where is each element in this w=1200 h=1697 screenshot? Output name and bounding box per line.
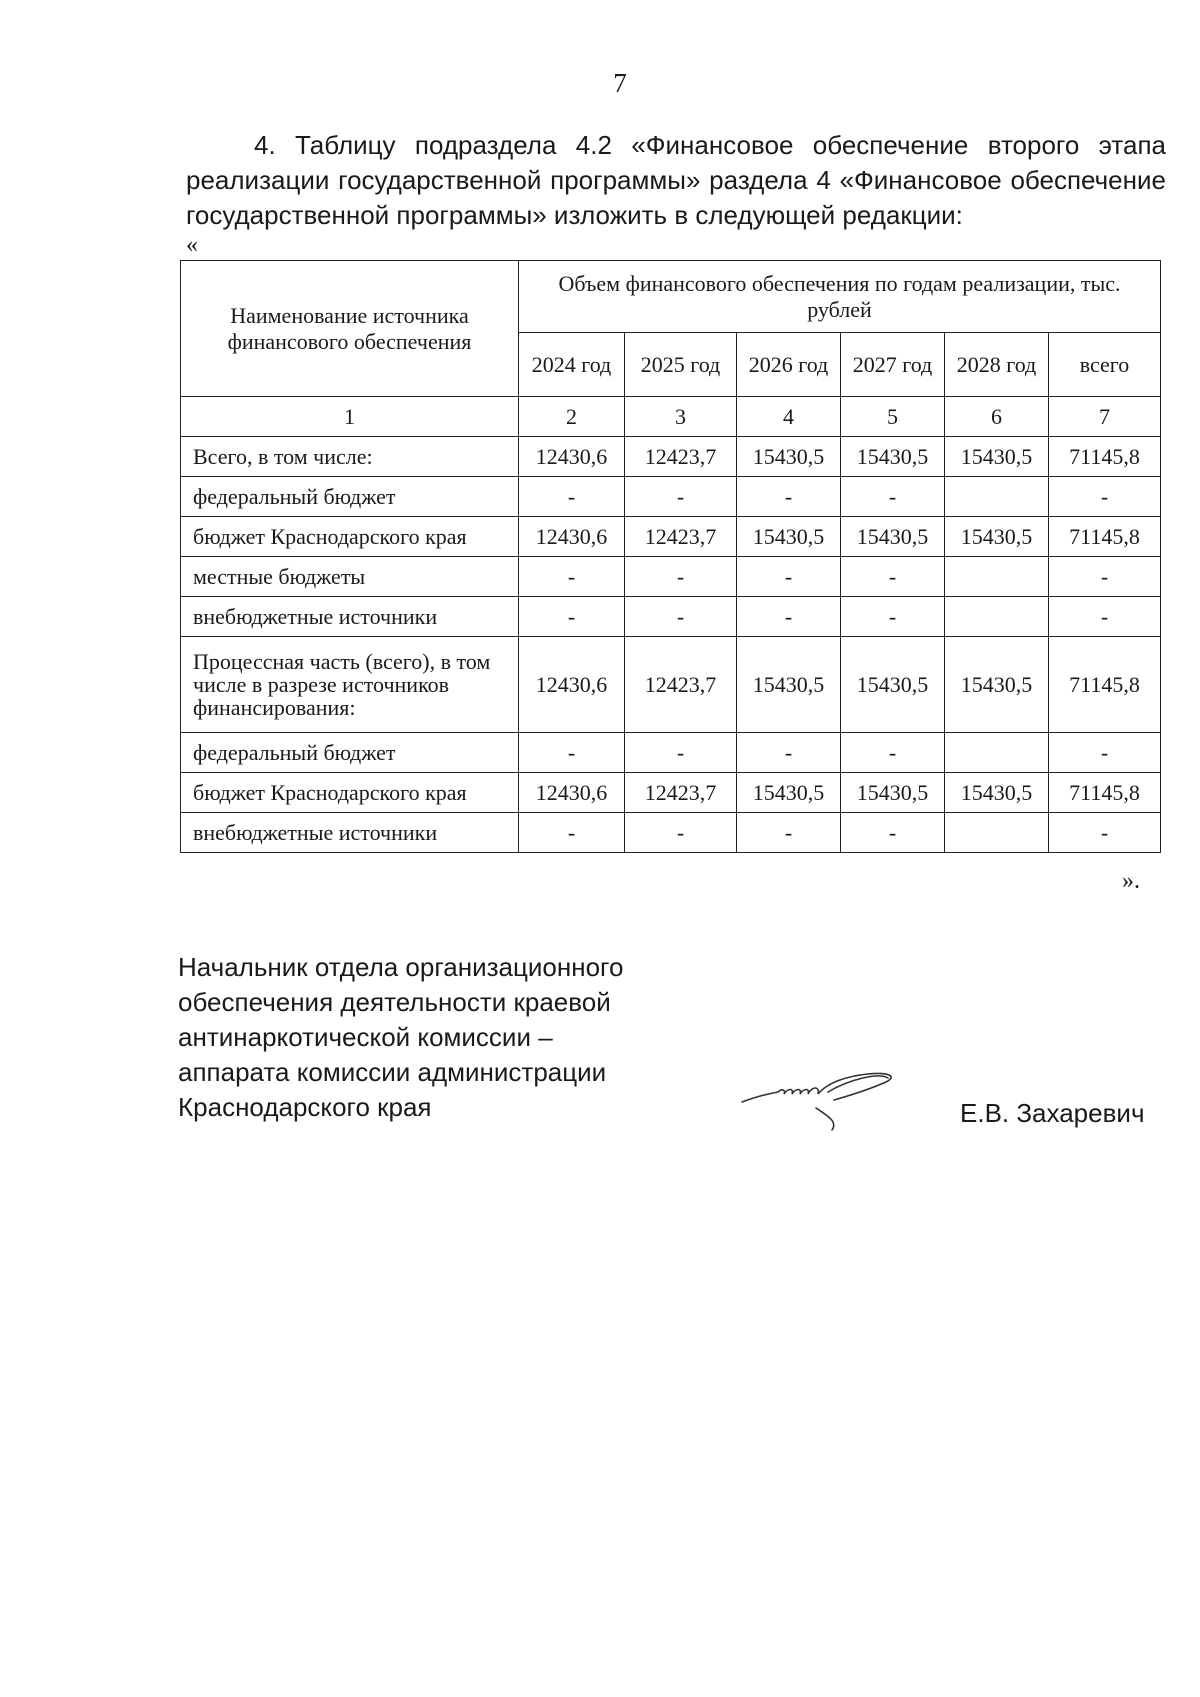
table-row xyxy=(181,637,1161,733)
signer-name: Е.В. Захаревич xyxy=(960,1098,1145,1128)
cell-value: 71145,8 xyxy=(1049,517,1161,557)
cell-value: 12423,7 xyxy=(625,437,737,477)
header-source-name: Наименование источника финансового обеспечения xyxy=(181,261,519,397)
cell-value: - xyxy=(737,597,841,637)
column-number: 4 xyxy=(737,397,841,437)
cell-value: - xyxy=(841,733,945,773)
cell-value: 15430,5 xyxy=(841,437,945,477)
cell-value: 71145,8 xyxy=(1049,637,1161,733)
close-quote: ». xyxy=(1122,868,1140,894)
cell-value: 15430,5 xyxy=(737,517,841,557)
header-total: всего xyxy=(1049,333,1161,397)
cell-value: 15430,5 xyxy=(841,517,945,557)
cell-value: - xyxy=(519,733,625,773)
column-number: 3 xyxy=(625,397,737,437)
row-name: федеральный бюджет xyxy=(181,477,519,517)
column-number: 1 xyxy=(181,397,519,437)
signature-block xyxy=(178,950,738,1125)
cell-value: - xyxy=(625,597,737,637)
cell-value: 15430,5 xyxy=(841,637,945,733)
cell-value: 15430,5 xyxy=(945,517,1049,557)
table-row xyxy=(181,597,1161,637)
cell-value: - xyxy=(625,477,737,517)
column-number: 5 xyxy=(841,397,945,437)
cell-value: - xyxy=(1049,597,1161,637)
cell-value: - xyxy=(1049,733,1161,773)
cell-value: 15430,5 xyxy=(945,773,1049,813)
cell-value: - xyxy=(841,557,945,597)
cell-value: 12430,6 xyxy=(519,637,625,733)
cell-value: 12430,6 xyxy=(519,517,625,557)
cell-value: 12423,7 xyxy=(625,637,737,733)
table-row xyxy=(181,773,1161,813)
cell-value: 12423,7 xyxy=(625,517,737,557)
cell-value: - xyxy=(625,557,737,597)
cell-value: - xyxy=(841,597,945,637)
row-name: Всего, в том числе: xyxy=(181,437,519,477)
position-line: Краснодарского края xyxy=(178,1092,432,1122)
cell-value: - xyxy=(1049,477,1161,517)
cell-value: 15430,5 xyxy=(737,437,841,477)
cell-value: 15430,5 xyxy=(945,437,1049,477)
position-line: обеспечения деятельности краевой xyxy=(178,987,611,1017)
cell-value: - xyxy=(737,557,841,597)
intro-paragraph: 4. Таблицу подраздела 4.2 «Финансовое обеспечение второго этапа реализации государственной программы» раздела 4 «Финансовое обеспечение государственной программы» изложить в следующей редакции: xyxy=(186,130,1166,230)
cell-value: - xyxy=(519,477,625,517)
cell-value: - xyxy=(519,597,625,637)
page-number: 7 xyxy=(613,68,627,98)
table-row xyxy=(181,557,1161,597)
cell-value: - xyxy=(841,477,945,517)
open-quote: « xyxy=(186,232,198,258)
header-year: 2025 год xyxy=(625,333,737,397)
financing-table xyxy=(180,260,1161,853)
header-year: 2028 год xyxy=(945,333,1049,397)
cell-value xyxy=(945,597,1049,637)
cell-value: - xyxy=(519,813,625,853)
header-year: 2026 год xyxy=(737,333,841,397)
cell-value: 12430,6 xyxy=(519,437,625,477)
cell-value: - xyxy=(1049,813,1161,853)
cell-value: 12423,7 xyxy=(625,773,737,813)
cell-value xyxy=(945,477,1049,517)
row-name: Процессная часть (всего), в том числе в разрезе источников финансирования: xyxy=(181,637,519,733)
cell-value xyxy=(945,813,1049,853)
table-row xyxy=(181,437,1161,477)
position-line: Начальник отдела организационного xyxy=(178,952,624,982)
cell-value: 71145,8 xyxy=(1049,437,1161,477)
row-name: бюджет Краснодарского края xyxy=(181,517,519,557)
cell-value: - xyxy=(737,477,841,517)
cell-value: - xyxy=(737,813,841,853)
cell-value: 15430,5 xyxy=(737,637,841,733)
header-volume: Объем финансового обеспечения по годам реализации, тыс. рублей xyxy=(519,261,1161,333)
table-row xyxy=(181,517,1161,557)
row-name: федеральный бюджет xyxy=(181,733,519,773)
cell-value: 15430,5 xyxy=(737,773,841,813)
cell-value: 12430,6 xyxy=(519,773,625,813)
row-name: внебюджетные источники xyxy=(181,813,519,853)
cell-value: 71145,8 xyxy=(1049,773,1161,813)
table-row xyxy=(181,477,1161,517)
cell-value: 15430,5 xyxy=(945,637,1049,733)
handwritten-signature xyxy=(738,1066,906,1136)
position-line: аппарата комиссии администрации xyxy=(178,1057,607,1087)
cell-value: - xyxy=(737,733,841,773)
cell-value: - xyxy=(625,733,737,773)
column-number: 2 xyxy=(519,397,625,437)
cell-value: - xyxy=(841,813,945,853)
column-number: 6 xyxy=(945,397,1049,437)
cell-value: - xyxy=(519,557,625,597)
position-line: антинаркотической комиссии – xyxy=(178,1022,553,1052)
cell-value: - xyxy=(625,813,737,853)
table-row xyxy=(181,813,1161,853)
row-name: местные бюджеты xyxy=(181,557,519,597)
cell-value: - xyxy=(1049,557,1161,597)
table-row xyxy=(181,733,1161,773)
row-name: бюджет Краснодарского края xyxy=(181,773,519,813)
header-year: 2027 год xyxy=(841,333,945,397)
cell-value xyxy=(945,557,1049,597)
header-year: 2024 год xyxy=(519,333,625,397)
cell-value: 15430,5 xyxy=(841,773,945,813)
cell-value xyxy=(945,733,1049,773)
row-name: внебюджетные источники xyxy=(181,597,519,637)
column-number: 7 xyxy=(1049,397,1161,437)
